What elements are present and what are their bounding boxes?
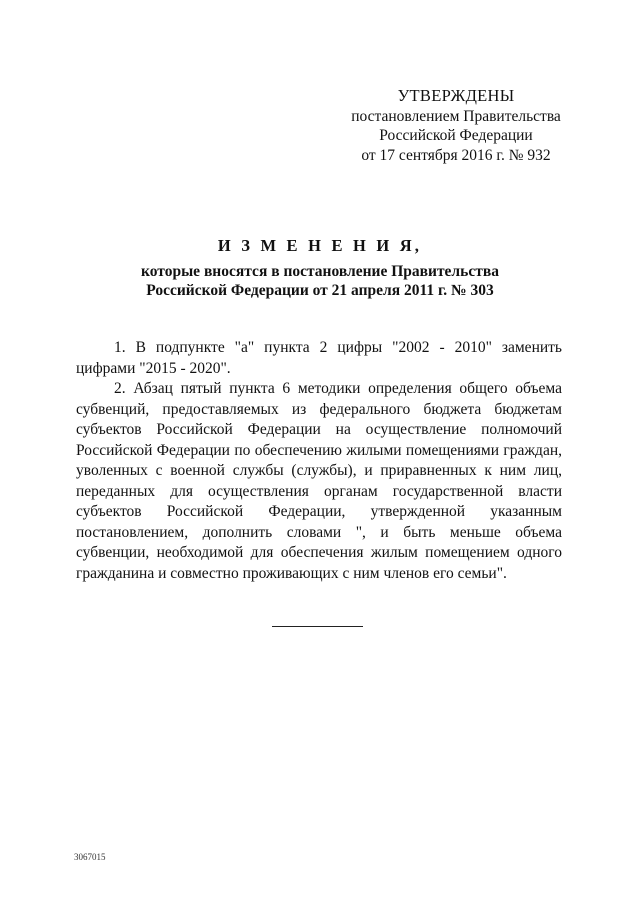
document-subtitle [60,262,580,300]
document-title: И З М Е Н Е Н И Я, [217,236,423,255]
approval-stamp [340,86,572,165]
document-code: 3067015 [74,852,106,862]
document-body [76,338,562,584]
paragraph-2: 2. Абзац пятый пункта 6 методики определения общего объема субвенций, предоставляемых из федерального бюджета бюджетам субъектов Российской Федерации на осуществление полномочий Российской Федерации по обеспечению жилыми помещениями граждан, уволенных с военной службы (службы), и приравненных к ним лиц, переданных для осуществления органам государственной власти субъектов Российской Федерации, утвержденной указанным постановлением, дополнить словами ", и быть меньше объема субвенции, необходимой для обеспечения жилым помещением одного гражданина и совместно проживающих с ним членов его семьи". [76,380,562,582]
subtitle-line-2: Российской Федерации от 21 апреля 2011 г. № 303 [146,282,494,299]
paragraph-1: 1. В подпункте "а" пункта 2 цифры "2002 - 2010" заменить цифрами "2015 - 2020". [76,339,562,377]
closing-divider [272,626,363,627]
subtitle-line-1: которые вносятся в постановление Правительства [141,263,499,280]
approval-line-3: от 17 сентября 2016 г. № 932 [361,146,551,164]
approval-line-2: Российской Федерации [379,127,533,144]
approval-line-1: постановлением Правительства [351,107,561,125]
approval-title: УТВЕРЖДЕНЫ [397,86,515,105]
